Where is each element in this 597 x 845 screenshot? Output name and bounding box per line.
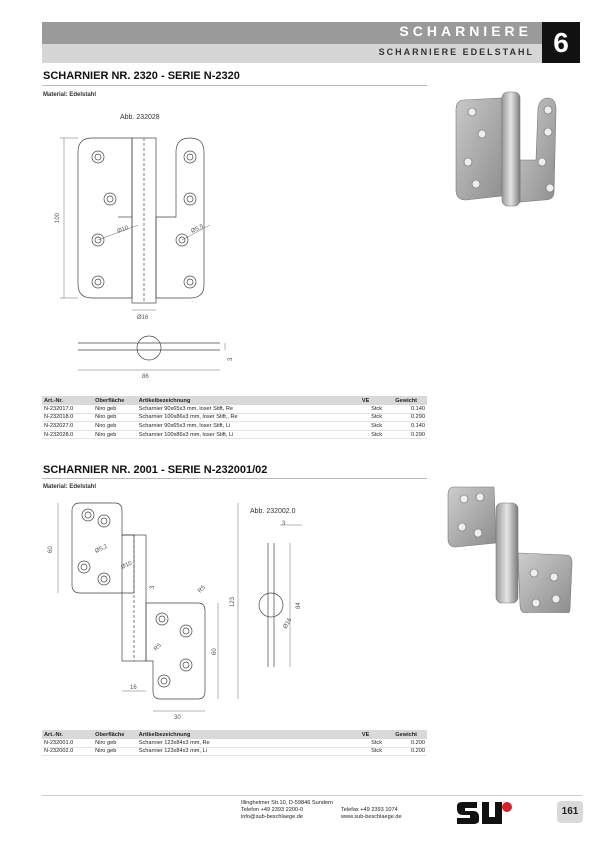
table-row [42,413,427,422]
cell-art-nr: N-232002.0 [42,747,93,756]
dim-16: 16 [130,685,137,691]
table-row [42,430,427,439]
table-header-row [42,730,427,739]
footer-web[interactable]: www.sub-beschlaege.de [341,814,402,820]
dim-3a: 3 [150,585,156,589]
cell-gewicht: 0.290 [393,413,427,422]
col-gewicht: Gewicht [393,730,427,739]
dim-3: 3 [228,357,234,361]
cell-ve: Stck [360,739,393,747]
table-row [42,739,427,747]
col-bezeichnung: Artikelbezeichnung [137,396,360,405]
col-ve: VE [360,396,393,405]
dim-d16: Ø16 [282,617,294,630]
cell-ve: Stck [360,405,393,413]
section1-drawing [40,105,240,385]
cell-ve: Stck [360,422,393,431]
cell-oberflaeche: Niro geb [93,405,137,413]
cell-art-nr: N-232017.0 [42,405,93,413]
table-row [42,747,427,756]
cell-gewicht: 0.200 [393,739,427,747]
dim-d16: Ø16 [137,315,149,321]
dim-86: 86 [142,374,149,380]
col-bezeichnung: Artikelbezeichnung [137,730,360,739]
footer-address: Illingheimer Str.10, D-59846 Sundern [241,800,334,806]
dim-d10: Ø10 [120,560,134,571]
section2-rule [42,478,427,479]
col-art-nr: Art.-Nr. [42,396,93,405]
subcategory-header [42,44,542,63]
cell-oberflaeche: Niro geb [93,422,137,431]
dim-30: 30 [174,715,181,720]
dim-84: 84 [296,602,302,609]
chapter-number: 6 [542,22,580,63]
dim-d10: Ø10 [116,225,130,235]
footer-email[interactable]: info@sub-beschlaege.de [241,814,303,820]
subcategory-title: SCHARNIERE EDELSTAHL [378,47,534,57]
footer-phone: Telefon +49 2393 2200-0 [241,807,304,813]
col-ve: VE [360,730,393,739]
hinge-photo-2 [440,483,580,613]
cell-gewicht: 0.200 [393,747,427,756]
hinge-photo-1 [450,88,575,218]
figure1-caption: Abb. 232028 [120,114,160,121]
section2-table [42,730,427,756]
dim-123: 123 [230,596,236,607]
dim-r5b: R5 [153,642,163,653]
page-number: 161 [557,801,583,823]
col-art-nr: Art.-Nr. [42,730,93,739]
section1-rule [42,85,427,86]
table-row [42,405,427,413]
dim-d52: Ø5,2 [94,543,109,555]
dim-100: 100 [55,212,61,223]
section2-material: Material: Edelstahl [43,484,97,490]
cell-art-nr: N-232028.0 [42,430,93,439]
cell-bezeichnung: Scharnier 90x65x3 mm, loser Stift, Li [137,422,360,431]
cell-bezeichnung: Scharnier 100x86x3 mm, loser Stift,, Re [137,413,360,422]
cell-art-nr: N-232018.0 [42,413,93,422]
company-logo [455,800,517,826]
section1-table [42,396,427,439]
dim-3b: 3 [282,521,286,527]
footer-address-block [241,800,333,821]
cell-oberflaeche: Niro geb [93,413,137,422]
cell-oberflaeche: Niro geb [93,430,137,439]
footer-fax: Telefax +49 2393 1074 [341,807,398,813]
cell-art-nr: N-232001.0 [42,739,93,747]
cell-ve: Stck [360,413,393,422]
cell-gewicht: 0.140 [393,405,427,413]
footer-contact-block [341,807,402,821]
category-header [42,22,542,44]
col-gewicht: Gewicht [393,396,427,405]
cell-ve: Stck [360,747,393,756]
cell-oberflaeche: Niro geb [93,747,137,756]
table-header-row [42,396,427,405]
category-title: SCHARNIERE [399,23,532,39]
section1-title: SCHARNIER NR. 2320 - SERIE N-2320 [43,70,240,82]
dim-60a: 60 [48,546,54,553]
cell-oberflaeche: Niro geb [93,739,137,747]
cell-gewicht: 0.290 [393,430,427,439]
cell-bezeichnung: Scharnier 90x65x3 mm, loser Stift, Re [137,405,360,413]
col-oberflaeche: Oberfläche [93,396,137,405]
section2-drawing [40,495,320,720]
table-row [42,422,427,431]
cell-bezeichnung: Scharnier 123x84x3 mm, Li [137,747,360,756]
dim-r5a: R5 [197,584,207,595]
dim-d55: Ø5,5 [190,223,205,235]
col-oberflaeche: Oberfläche [93,730,137,739]
section2-title: SCHARNIER NR. 2001 - SERIE N-232001/02 [43,464,268,476]
cell-art-nr: N-232027.0 [42,422,93,431]
section1-material: Material: Edelstahl [43,92,97,98]
cell-bezeichnung: Scharnier 100x86x3 mm, loser Stift, Li [137,430,360,439]
figure2-caption: Abb. 232002.0 [250,508,296,515]
cell-ve: Stck [360,430,393,439]
cell-bezeichnung: Scharnier 123x84x3 mm, Re [137,739,360,747]
cell-gewicht: 0.140 [393,422,427,431]
dim-60b: 60 [212,648,218,655]
footer-rule [42,795,582,796]
